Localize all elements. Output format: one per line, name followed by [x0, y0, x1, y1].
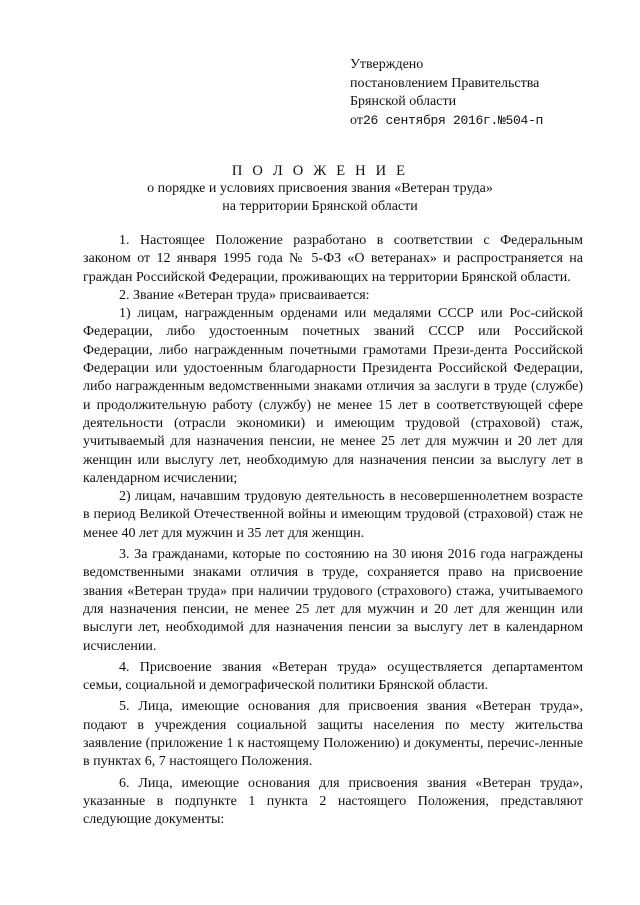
- document-body: [83, 232, 583, 830]
- paragraph-2-1: 1) лицам, награжденным орденами или медалями СССР или Рос-сийской Федерации, либо удостоенным почетных званий СССР или Российской Федерации, либо награжденным почетными грамотами Прези-дента Российской Федерации или удостоенным благодарности Президента Российской Федерации, либо награжденным ведомственными знаками отличия за заслуги в труде (службе) и продолжительную работу (службу) не менее 15 лет в соответствующей сфере деятельности (отрасли экономики) и имеющим трудовой (страховой) стаж, учитываемый для назначения пенсии, не менее 25 лет для мужчин и 20 лет для женщин или выслугу лет, необходимую для назначения пенсии за выслугу лет в календарном исчислении;: [83, 306, 583, 486]
- approval-line-date: [350, 112, 543, 131]
- paragraph-6: 6. Лица, имеющие основания для присвоения звания «Ветеран труда», указанные в подпункте 1 пункта 2 настоящего Положения, представляют следующие документы:: [83, 775, 583, 828]
- approval-stamp: [350, 56, 543, 130]
- paragraph-2-2: 2) лицам, начавшим трудовую деятельность в несовершеннолетнем возрасте в период Великой Отечественной войны и имеющим трудовой (страховой) стаж не менее 40 лет для мужчин и 35 лет для женщин.: [83, 489, 583, 541]
- date-handwritten: 26 сентября 2016г.№504-п: [362, 112, 543, 128]
- approval-line-resolution: постановлением Правительства: [350, 75, 540, 91]
- paragraph-5: 5. Лица, имеющие основания для присвоения звания «Ветеран труда», подают в учреждения социальной защиты населения по месту жительства заявление (приложение 1 к настоящему Положению) и документы, перечис-ленные в пунктах 6, 7 настоящего Положения.: [83, 699, 583, 770]
- paragraph-2: 2. Звание «Ветеран труда» присваивается:: [119, 287, 370, 303]
- title-subtitle-2: на территории Брянской области: [222, 199, 418, 214]
- approval-line-approved: Утверждено: [350, 57, 424, 72]
- approval-line-region: Брянской области: [350, 94, 457, 109]
- date-prefix: от: [350, 112, 363, 128]
- paragraph-4: 4. Присвоение звания «Ветеран труда» осуществляется департаментом семьи, социальной и демографической политики Брянской области.: [83, 659, 583, 694]
- paragraph-3: 3. За гражданами, которые по состоянию на 30 июня 2016 года награждены ведомственными знаками отличия в труде, сохраняется право на присвоение звания «Ветеран труда» при наличии трудового (страхового) стажа, учитываемого для назначения пенсии, не менее 25 лет для мужчин и 20 лет для женщин или выслуги лет, необходимой для назначения пенсии за выслугу лет в календарном исчислении.: [83, 547, 583, 654]
- paragraph-1: 1. Настоящее Положение разработано в соответствии с Федеральным законом от 12 января 1995 года № 5-ФЗ «О ветеранах» и распространяется на граждан Российской Федерации, проживающих на территории Брянской области.: [83, 233, 583, 285]
- document-title: [0, 162, 640, 216]
- title-subtitle-1: о порядке и условиях присвоения звания «Ветеран труда»: [147, 181, 493, 196]
- title-heading: П О Л О Ж Е Н И Е: [231, 163, 409, 179]
